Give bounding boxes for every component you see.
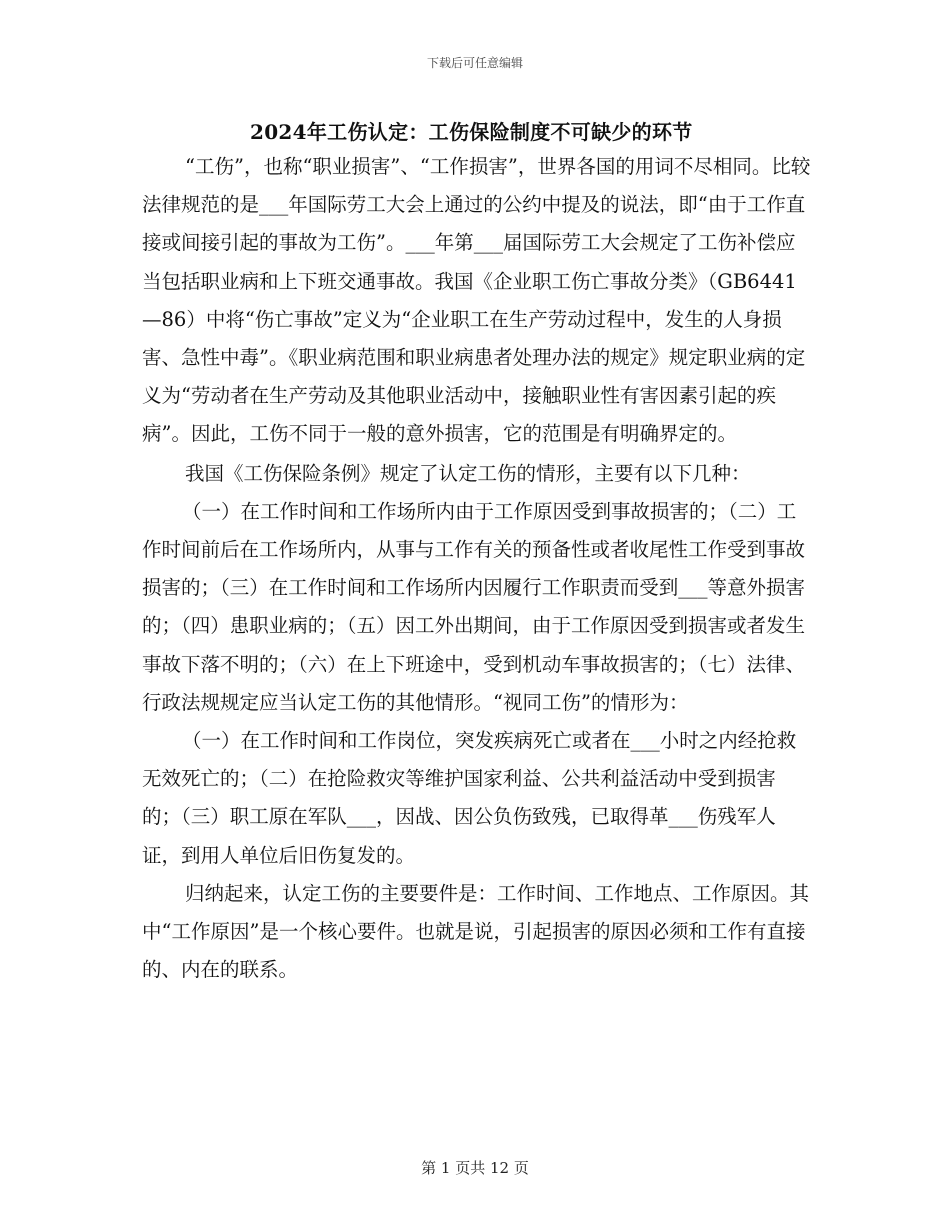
paragraph-definition: “工伤”，也称“职业损害”、“工作损害”，世界各国的用词不尽相同。比较法律规范的是___年国际劳工大会上通过的公约中提及的说法，即“由于工作直接或间接引起的事故为工伤”。___年第___届国际劳工大会规定了工伤补偿应当包括职业病和上下班交通事故。我国《企业职工伤亡事故分类》（GB6441—86）中将“伤亡事故”定义为“企业职工在生产劳动过程中，发生的人身损害、急性中毒”。《职业病范围和职业病患者处理办法的规定》规定职业病的定义为“劳动者在生产劳动及其他职业活动中，接触职业性有害因素引起的疾病”。因此，工伤不同于一般的意外损害，它的范围是有明确界定的。 — [142, 155, 811, 446]
paragraph-regulation-intro: 我国《工伤保险条例》规定了认定工伤的情形，主要有以下几种： — [185, 461, 751, 485]
paragraph-work-injury-cases: （一）在工作时间和工作场所内由于工作原因受到事故损害的；（二）工作时间前后在工作场所内，从事与工作有关的预备性或者收尾性工作受到事故损害的；（三）在工作时间和工作场所内因履行工作职责而受到___等意外损害的；（四）患职业病的；（五）因工外出期间，由于工作原因受到损害或者发生事故下落不明的；（六）在上下班途中，受到机动车事故损害的；（七）法律、行政法规规定应当认定工伤的其他情形。“视同工伤”的情形为： — [142, 499, 806, 714]
document-title: 2024年工伤认定：工伤保险制度不可缺少的环节 — [250, 120, 693, 144]
document-body — [142, 148, 812, 989]
paragraph-deemed-injury-cases: （一）在工作时间和工作岗位，突发疾病死亡或者在___小时之内经抢救无效死亡的；（二）在抢险救灾等维护国家利益、公共利益活动中受到损害的；（三）职工原在军队___，因战、因公负伤致残，已取得革___伤残军人证，到用人单位后旧伤复发的。 — [142, 729, 797, 867]
paragraph-summary: 归纳起来，认定工伤的主要要件是：工作时间、工作地点、工作原因。其中“工作原因”是一个核心要件。也就是说，引起损害的原因必须和工作有直接的、内在的联系。 — [142, 881, 810, 982]
page-number: 第 1 页共 12 页 — [421, 1159, 529, 1177]
page-header-note: 下载后可任意编辑 — [426, 56, 523, 70]
